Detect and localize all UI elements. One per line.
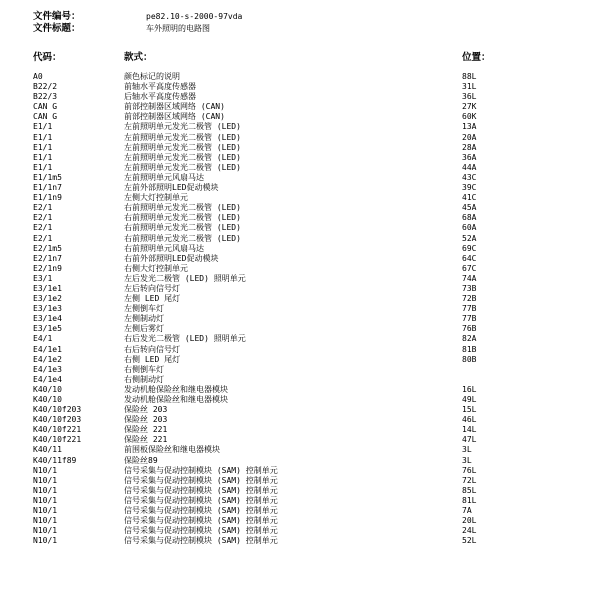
component-code: E4/1 <box>33 334 53 344</box>
component-description: 右前外部照明LED促动模块 <box>124 253 219 263</box>
table-row <box>0 173 606 183</box>
component-description: 前部控制器区域网络 (CAN) <box>124 112 225 122</box>
component-description: 后轴水平高度传感器 <box>124 92 196 102</box>
table-row <box>0 334 606 344</box>
component-code: E1/1 <box>33 152 53 162</box>
component-position: 36L <box>462 92 477 102</box>
component-code: N10/1 <box>33 485 58 495</box>
component-code: N10/1 <box>33 475 58 485</box>
header-description: 款式： <box>124 52 153 63</box>
table-row <box>0 244 606 254</box>
component-code: E3/1e2 <box>33 294 62 304</box>
component-code: E1/1m5 <box>33 172 62 182</box>
table-row <box>0 445 606 455</box>
component-description: 左前照明单元发光二极管 (LED) <box>124 152 241 162</box>
component-code: N10/1 <box>33 536 58 546</box>
component-code: E1/1n9 <box>33 193 62 203</box>
component-position: 52A <box>462 233 477 243</box>
header-code: 代码： <box>33 52 62 63</box>
component-code: CAN G <box>33 112 58 122</box>
component-code: N10/1 <box>33 516 58 526</box>
component-code: E3/1 <box>33 273 53 283</box>
component-description: 信号采集与促动控制模块 (SAM) 控制单元 <box>124 536 278 546</box>
table-row <box>0 254 606 264</box>
component-code: K40/10f203 <box>33 405 82 415</box>
component-position: 39C <box>462 183 477 193</box>
table-row <box>0 183 606 193</box>
table-row <box>0 395 606 405</box>
component-code: K40/10f203 <box>33 415 82 425</box>
component-position: 49L <box>462 395 477 404</box>
file-title-label: 文件标题： <box>33 23 81 34</box>
component-code: E4/1e3 <box>33 364 62 374</box>
component-code: E1/1 <box>33 132 53 142</box>
component-position: 77B <box>462 304 477 314</box>
file-number-value: pe82.10-s-2000-97vda <box>146 12 243 21</box>
component-position: 76B <box>462 324 477 334</box>
component-code: K40/11 <box>33 445 62 455</box>
component-code: E3/1e5 <box>33 324 62 334</box>
component-description: 左侧制动灯 <box>124 314 164 324</box>
table-row <box>0 415 606 425</box>
component-position: 60A <box>462 223 477 233</box>
component-position: 72L <box>462 475 477 485</box>
component-description: 左后发光二极管 (LED) 照明单元 <box>124 273 246 283</box>
file-number-label: 文件编号： <box>33 11 81 22</box>
component-position: 14L <box>462 425 477 435</box>
component-description: 左侧后雾灯 <box>124 324 164 334</box>
component-description: 右前照明单元发光二极管 (LED) <box>124 233 241 243</box>
table-row <box>0 163 606 173</box>
component-position: 73B <box>462 283 477 293</box>
header-position: 位置： <box>462 52 491 63</box>
table-row <box>0 496 606 506</box>
component-position: 81L <box>462 495 477 505</box>
component-code: K40/10 <box>33 384 62 394</box>
table-row <box>0 304 606 314</box>
table-row <box>0 102 606 112</box>
component-description: 保险丝89 <box>124 455 158 465</box>
component-code: K40/10f221 <box>33 425 82 435</box>
component-position: 77B <box>462 314 477 324</box>
component-description: 右后发光二极管 (LED) 照明单元 <box>124 334 246 344</box>
table-row <box>0 486 606 496</box>
table-row <box>0 264 606 274</box>
component-code: E1/1 <box>33 142 53 152</box>
component-description: 左前外部照明LED促动模块 <box>124 183 219 193</box>
component-description: 右侧大灯控制单元 <box>124 263 188 273</box>
table-row <box>0 193 606 203</box>
component-position: 3L <box>462 445 472 455</box>
component-description: 右前照明单元发光二极管 (LED) <box>124 223 241 233</box>
component-description: 前围板保险丝和继电器模块 <box>124 445 220 455</box>
component-position: 46L <box>462 415 477 425</box>
table-row <box>0 122 606 132</box>
table-row <box>0 476 606 486</box>
component-position: 88L <box>462 72 477 81</box>
component-position: 24L <box>462 526 477 536</box>
component-description: 发动机舱保险丝和继电器模块 <box>124 395 228 404</box>
component-code: B22/3 <box>33 92 58 102</box>
component-description: 保险丝 221 <box>124 425 168 435</box>
component-position: 20A <box>462 132 477 142</box>
component-position: 69C <box>462 243 477 253</box>
component-code: E4/1e2 <box>33 354 62 364</box>
table-row <box>0 234 606 244</box>
file-title-value: 车外照明的电路图 <box>146 24 210 33</box>
component-description: 信号采集与促动控制模块 (SAM) 控制单元 <box>124 516 278 526</box>
component-position: 7A <box>462 506 472 516</box>
table-row <box>0 365 606 375</box>
component-description: 左前照明单元发光二极管 (LED) <box>124 162 241 172</box>
component-code: K40/10f221 <box>33 435 82 445</box>
table-row <box>0 223 606 233</box>
component-description: 右侧 LED 尾灯 <box>124 354 181 364</box>
component-position: 13A <box>462 122 477 132</box>
table-row <box>0 324 606 334</box>
component-code: E4/1e1 <box>33 344 62 354</box>
table-row <box>0 133 606 143</box>
component-code: E1/1 <box>33 162 53 172</box>
component-description: 信号采集与促动控制模块 (SAM) 控制单元 <box>124 506 278 516</box>
component-position: 20L <box>462 516 477 526</box>
component-position: 80B <box>462 354 477 364</box>
component-position: 36A <box>462 152 477 162</box>
component-description: 保险丝 203 <box>124 405 168 415</box>
component-position: 3L <box>462 455 472 465</box>
component-code: E2/1n7 <box>33 253 62 263</box>
component-description: 信号采集与促动控制模块 (SAM) 控制单元 <box>124 485 278 495</box>
component-position: 43C <box>462 172 477 182</box>
component-position: 45A <box>462 203 477 213</box>
component-description: 保险丝 203 <box>124 415 168 425</box>
component-description: 左后转向信号灯 <box>124 283 180 293</box>
component-code: E2/1m5 <box>33 243 62 253</box>
component-code: E1/1 <box>33 122 53 132</box>
table-row <box>0 294 606 304</box>
component-description: 信号采集与促动控制模块 (SAM) 控制单元 <box>124 495 278 505</box>
table-row <box>0 92 606 102</box>
component-description: 左前照明单元发光二极管 (LED) <box>124 122 241 132</box>
component-description: 信号采集与促动控制模块 (SAM) 控制单元 <box>124 475 278 485</box>
table-row <box>0 466 606 476</box>
component-code: E2/1 <box>33 213 53 223</box>
component-code: K40/11f89 <box>33 455 77 465</box>
component-position: 47L <box>462 435 477 445</box>
component-description: 信号采集与促动控制模块 (SAM) 控制单元 <box>124 465 278 475</box>
table-row <box>0 536 606 546</box>
table-row <box>0 213 606 223</box>
table-row <box>0 274 606 284</box>
component-code: N10/1 <box>33 465 58 475</box>
component-position: 27K <box>462 102 477 112</box>
component-code: E3/1e1 <box>33 283 62 293</box>
component-description: 左前照明单元发光二极管 (LED) <box>124 132 241 142</box>
table-row <box>0 314 606 324</box>
table-row <box>0 345 606 355</box>
component-code: E1/1n7 <box>33 183 62 193</box>
component-code: N10/1 <box>33 506 58 516</box>
table-row <box>0 112 606 122</box>
component-description: 右前照明单元发光二极管 (LED) <box>124 213 241 223</box>
component-position: 85L <box>462 485 477 495</box>
table-row <box>0 355 606 365</box>
table-row <box>0 516 606 526</box>
component-code: A0 <box>33 72 43 81</box>
component-description: 右前照明单元发光二极管 (LED) <box>124 203 241 213</box>
component-position: 64C <box>462 253 477 263</box>
component-position: 44A <box>462 162 477 172</box>
table-row <box>0 456 606 466</box>
component-description: 左侧大灯控制单元 <box>124 193 188 203</box>
component-description: 左前照明单元风扇马达 <box>124 172 204 182</box>
component-code: E2/1 <box>33 233 53 243</box>
component-position: 82A <box>462 334 477 344</box>
component-position: 67C <box>462 263 477 273</box>
component-code: E2/1 <box>33 203 53 213</box>
component-description: 右前照明单元风扇马达 <box>124 243 204 253</box>
component-code: CAN G <box>33 102 58 112</box>
component-position: 31L <box>462 82 477 92</box>
component-description: 发动机舱保险丝和继电器模块 <box>124 384 228 394</box>
component-description: 保险丝 221 <box>124 435 168 445</box>
component-code: E2/1 <box>33 223 53 233</box>
component-description: 左前照明单元发光二极管 (LED) <box>124 142 241 152</box>
component-list <box>0 72 606 546</box>
component-position: 81B <box>462 344 477 354</box>
table-row <box>0 526 606 536</box>
component-position: 41C <box>462 193 477 203</box>
component-description: 左侧 LED 尾灯 <box>124 294 181 304</box>
table-row <box>0 375 606 385</box>
component-position: 76L <box>462 465 477 475</box>
table-row <box>0 385 606 395</box>
component-description: 右侧倒车灯 <box>124 364 164 374</box>
component-position: 74A <box>462 273 477 283</box>
component-position: 60K <box>462 112 477 122</box>
component-code: E3/1e4 <box>33 314 62 324</box>
component-description: 前轴水平高度传感器 <box>124 82 196 92</box>
component-position: 15L <box>462 405 477 415</box>
table-row <box>0 435 606 445</box>
table-row <box>0 72 606 82</box>
component-position: 72B <box>462 294 477 304</box>
table-row <box>0 405 606 415</box>
component-position: 52L <box>462 536 477 546</box>
component-code: N10/1 <box>33 526 58 536</box>
component-code: K40/10 <box>33 395 62 404</box>
table-row <box>0 284 606 294</box>
table-row <box>0 203 606 213</box>
component-description: 信号采集与促动控制模块 (SAM) 控制单元 <box>124 526 278 536</box>
component-code: E3/1e3 <box>33 304 62 314</box>
table-row <box>0 143 606 153</box>
table-row <box>0 153 606 163</box>
component-position: 68A <box>462 213 477 223</box>
component-description: 前部控制器区域网络 (CAN) <box>124 102 225 112</box>
table-row <box>0 82 606 92</box>
component-position: 28A <box>462 142 477 152</box>
table-row <box>0 506 606 516</box>
component-code: E4/1e4 <box>33 374 62 384</box>
component-code: E2/1n9 <box>33 263 62 273</box>
component-description: 右侧制动灯 <box>124 374 164 384</box>
component-description: 左侧倒车灯 <box>124 304 164 314</box>
component-position: 16L <box>462 384 477 394</box>
component-code: B22/2 <box>33 82 58 92</box>
component-description: 右后转向信号灯 <box>124 344 180 354</box>
component-code: N10/1 <box>33 495 58 505</box>
table-row <box>0 425 606 435</box>
component-description: 颜色标记的说明 <box>124 72 180 81</box>
